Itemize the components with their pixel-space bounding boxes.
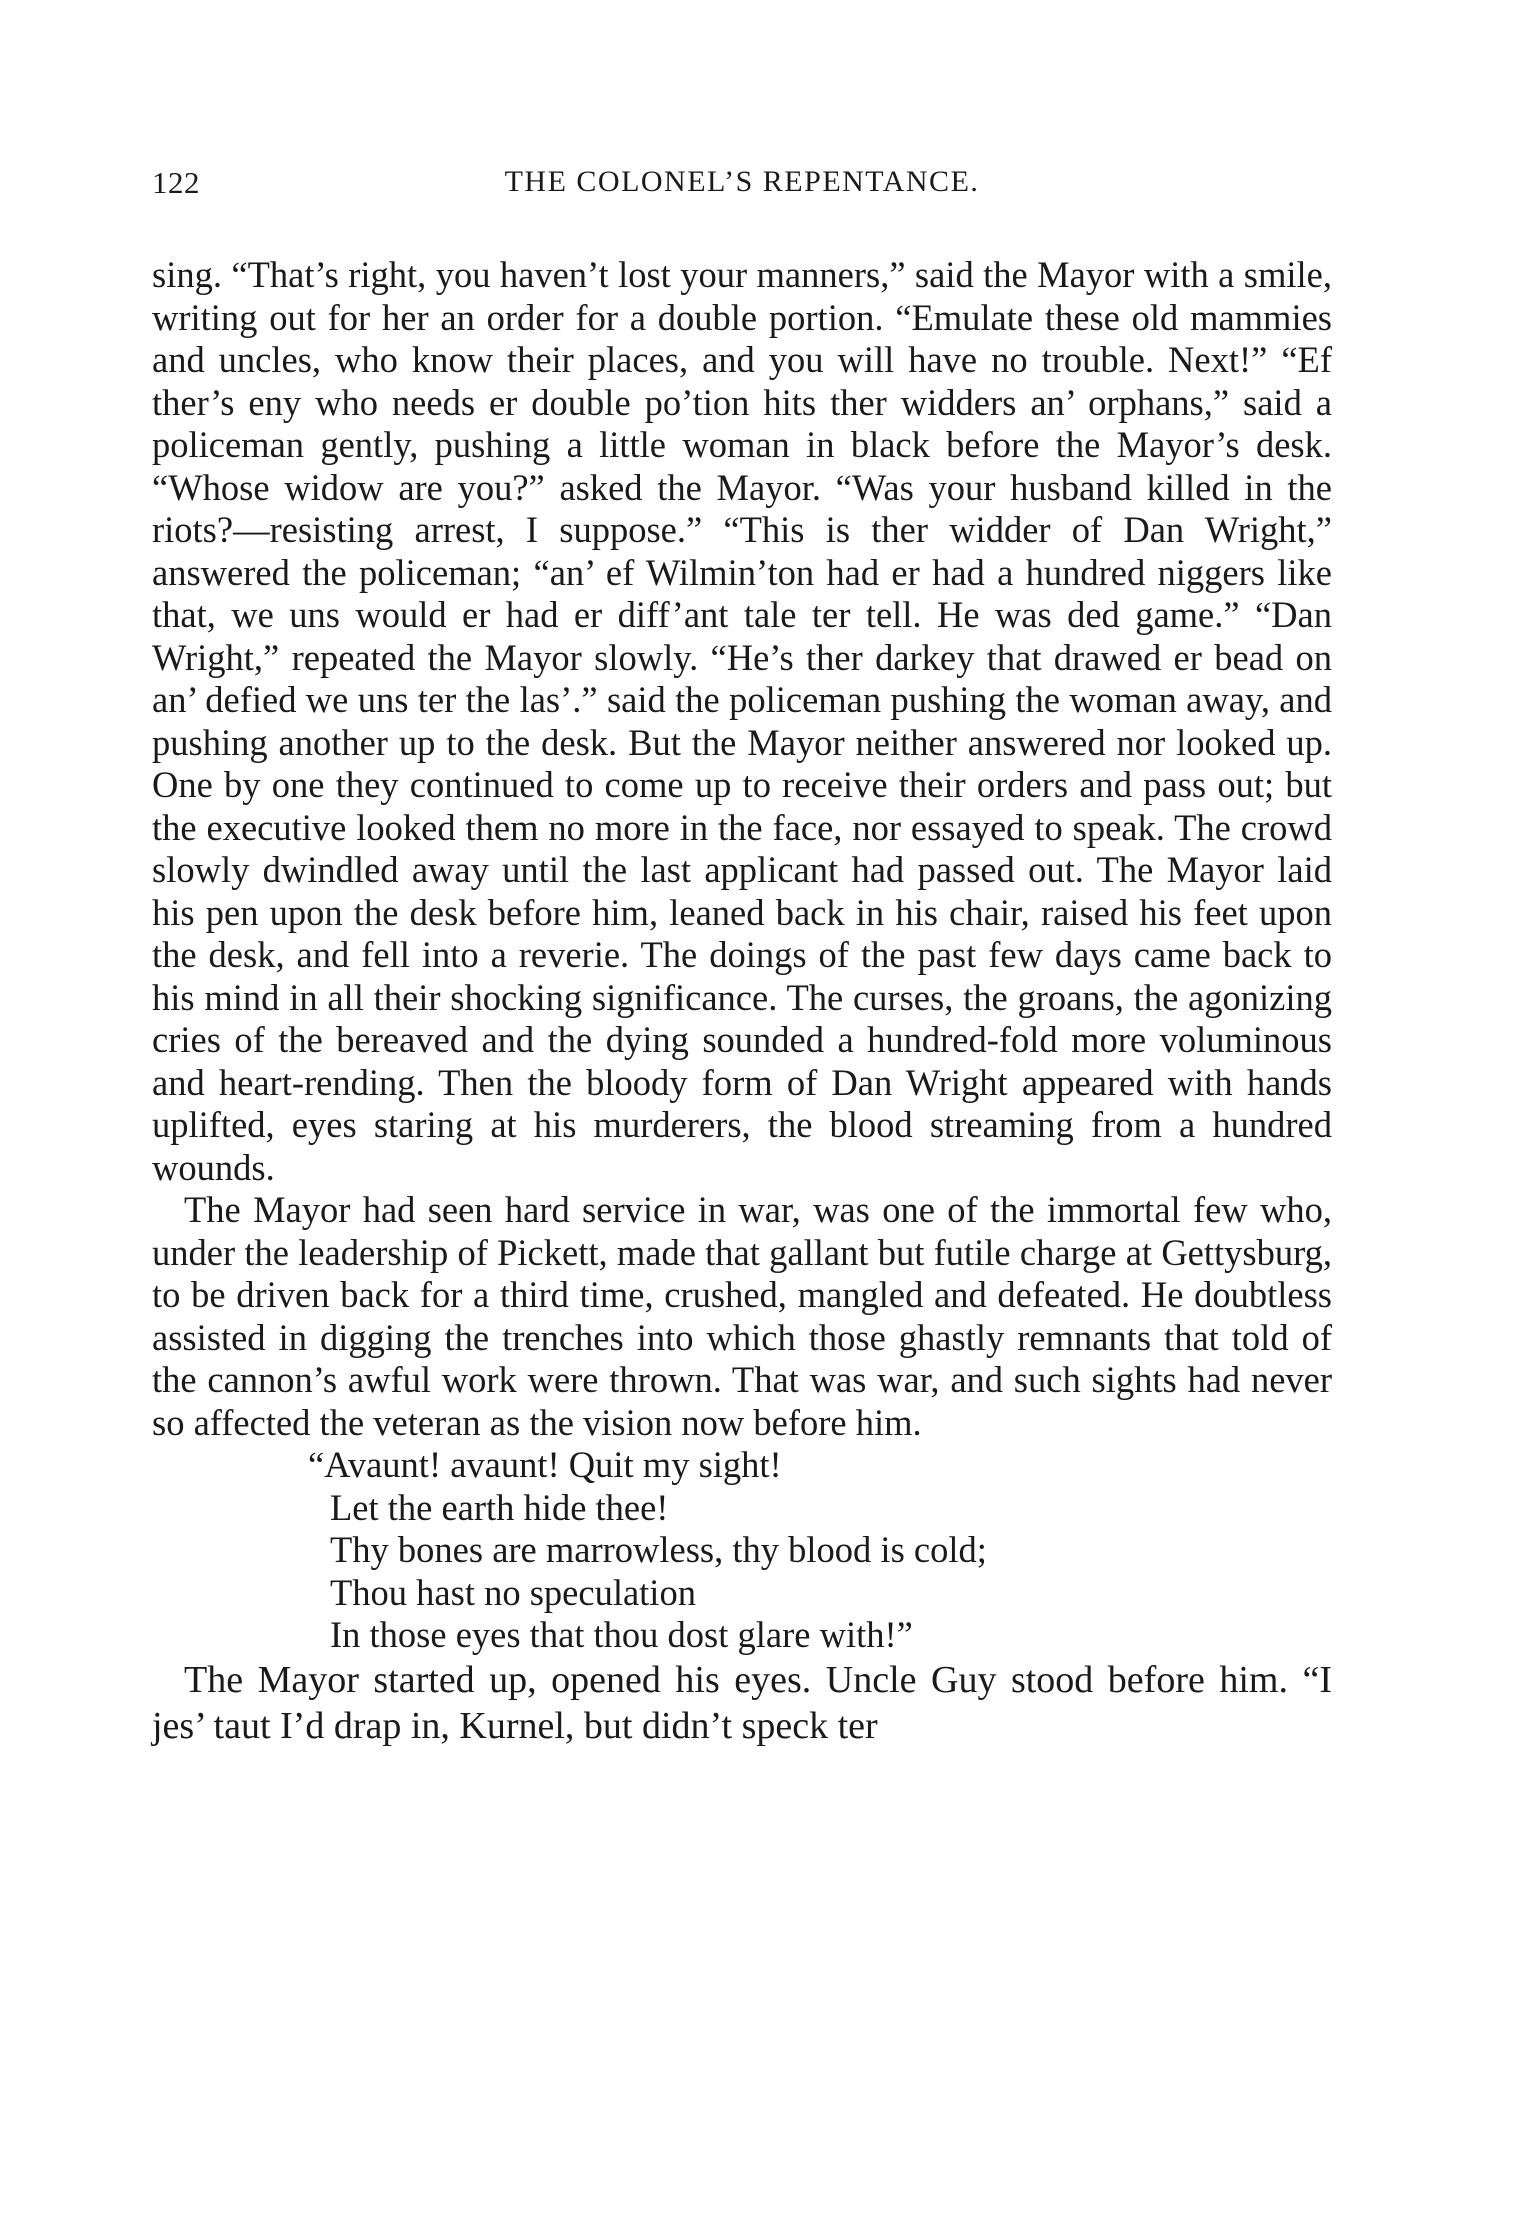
body-text	[152, 254, 1332, 1749]
page-number: 122	[152, 165, 200, 200]
verse-line-2: Let the earth hide thee!	[330, 1486, 669, 1528]
verse-line-4: Thou hast no speculation	[330, 1571, 696, 1613]
running-title: THE COLONEL’S REPENTANCE.	[504, 165, 980, 198]
paragraph-1: sing. “That’s right, you haven’t lost your manners,” said the Mayor with a smile, writing out for her an order for a double portion. “Emulate these old mammies and uncles, who know their places, and you will have no trouble. Next!” “Ef ther’s eny who needs er double po’tion hits ther widders an’ orphans,” said a policeman gently, pushing a little woman in black before the Mayor’s desk. “Whose widow are you?” asked the Mayor. “Was your husband killed in the riots?—resisting arrest, I suppose.” “This is ther widder of Dan Wright,” answered the policeman; “an’ ef Wilmin’ton had er had a hundred niggers like that, we uns would er had er diff’ant tale ter tell. He was ded game.” “Dan Wright,” repeated the Mayor slowly. “He’s ther darkey that drawed er bead on an’ defied we uns ter the las’.” said the policeman pushing the woman away, and pushing another up to the desk. But the Mayor neither answered nor looked up. One by one they continued to come up to receive their orders and pass out; but the executive looked them no more in the face, nor essayed to speak. The crowd slowly dwindled away until the last applicant had passed out. The Mayor laid his pen upon the desk before him, leaned back in his chair, raised his feet upon the desk, and fell into a reverie. The doings of the past few days came back to his mind in all their shocking significance. The curses, the groans, the agonizing cries of the bereaved and the dying sounded a hundred-fold more voluminous and heart-rending. Then the bloody form of Dan Wright appeared with hands uplifted, eyes staring at his murderers, the blood streaming from a hundred wounds.	[152, 254, 1332, 1188]
verse-quotation	[152, 1444, 1332, 1657]
verse-line-1: “Avaunt! avaunt! Quit my sight!	[308, 1444, 782, 1485]
running-head	[152, 165, 1332, 205]
verse-line-5: In those eyes that thou dost glare with!”	[330, 1614, 913, 1655]
paragraph-2: The Mayor had seen hard service in war, was one of the immortal few who, under the leadership of Pickett, made that gallant but futile charge at Gettysburg, to be driven back for a third time, crushed, mangled and defeated. He doubtless assisted in digging the trenches into which those ghastly remnants that told of the cannon’s awful work were thrown. That was war, and such sights had never so affected the veteran as the vision now before him.	[152, 1189, 1332, 1443]
verse-line-3: Thy bones are marrowless, thy blood is cold;	[330, 1529, 987, 1570]
paragraph-3: The Mayor started up, opened his eyes. Uncle Guy stood before him. “I jes’ taut I’d drap in, Kurnel, but didn’t speck ter	[152, 1658, 1332, 1747]
